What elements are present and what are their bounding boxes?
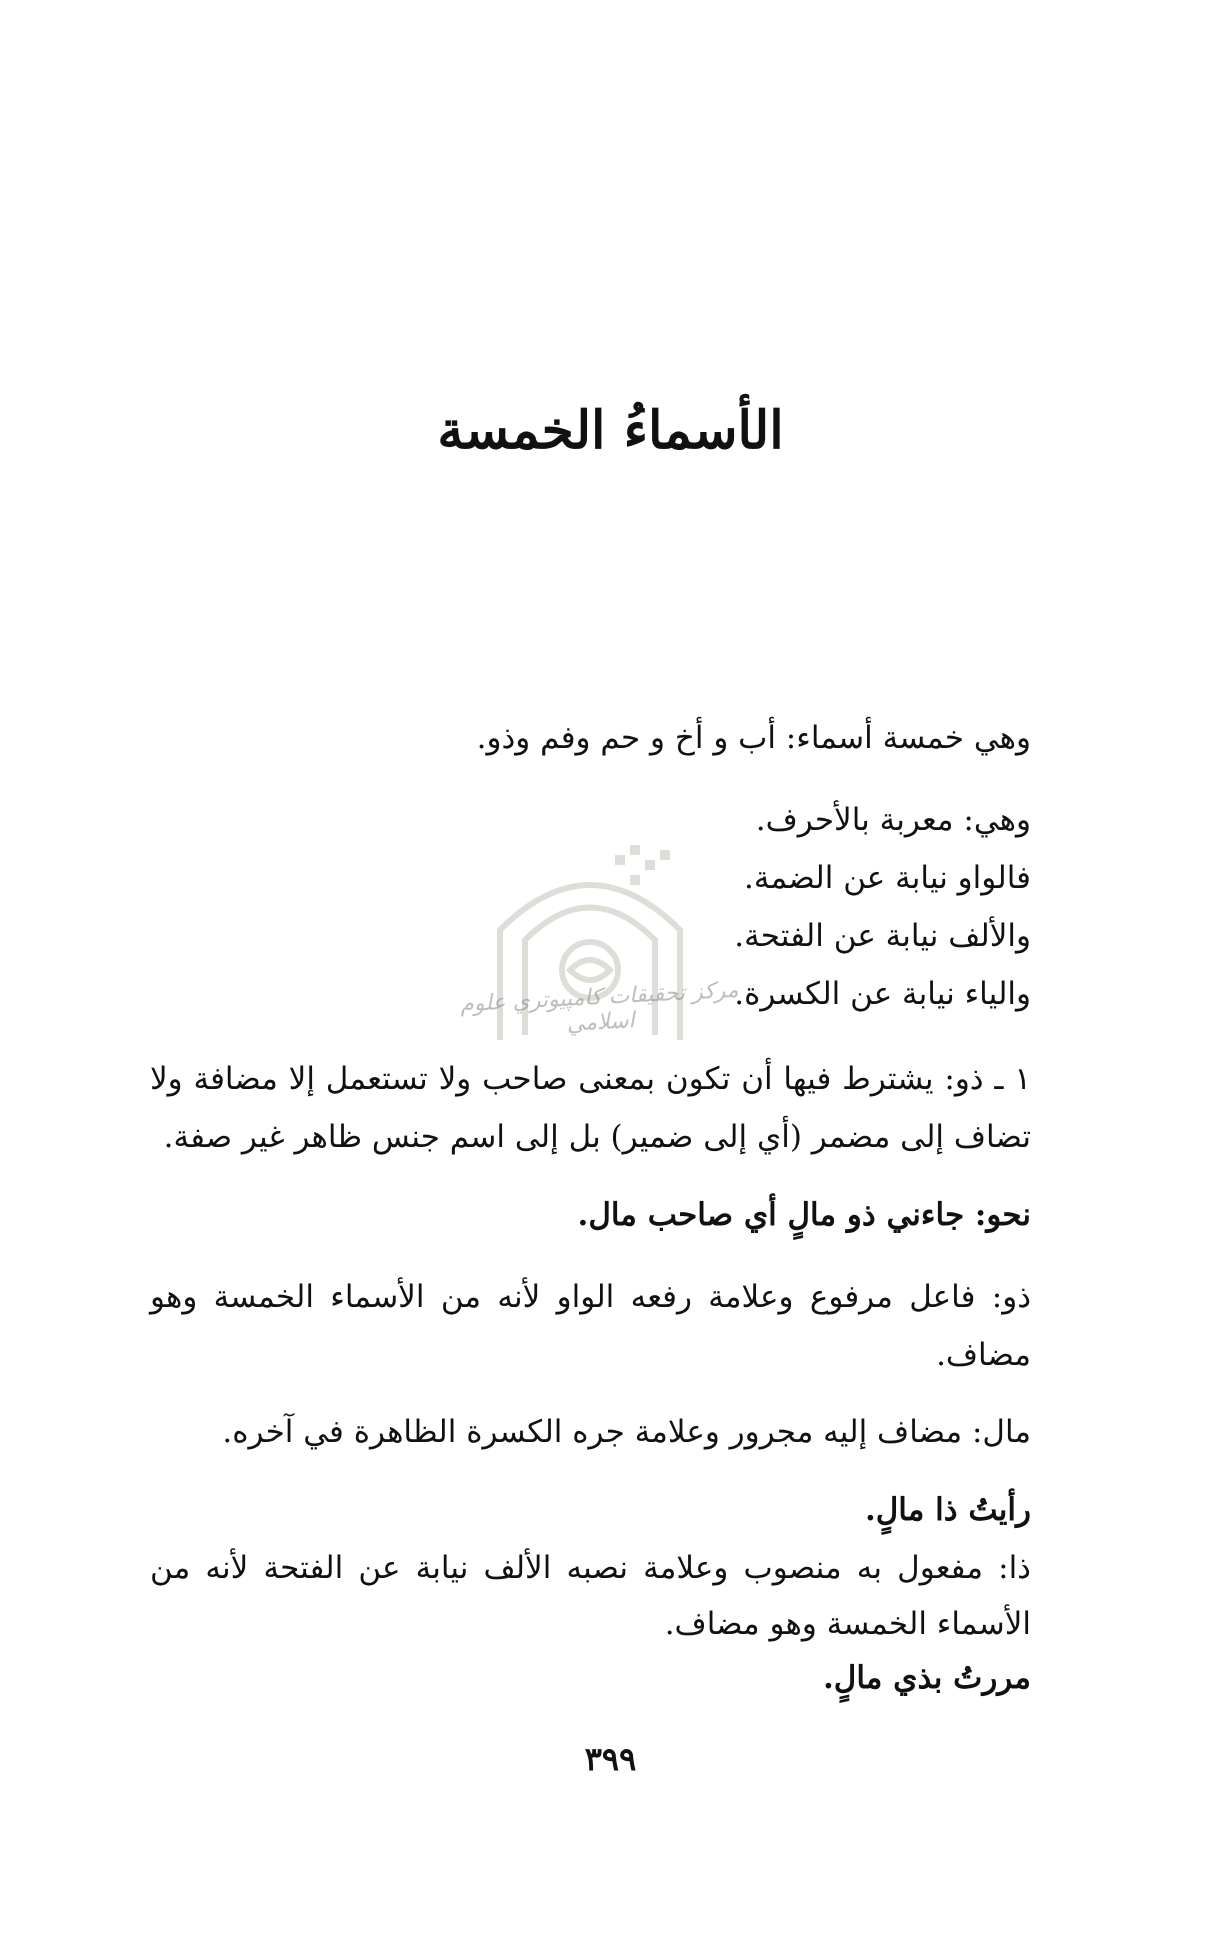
watermark-text: مركز تحقيقات كامپيوتري علوم اسلامي bbox=[459, 977, 740, 1037]
parsing-dha: ذا: مفعول به منصوب وعلامة نصبه الألف نيابة عن الفتحة لأنه من الأسماء الخمسة وهو مضاف. bbox=[150, 1550, 1031, 1642]
page-number: ٣٩٩ bbox=[584, 1740, 637, 1778]
paragraph-intro: وهي خمسة أسماء: أب و أخ و حم وفم وذو. bbox=[476, 720, 1031, 756]
example-sentence: نحو: جاءني ذو مالٍ أي صاحب مال. bbox=[577, 1197, 1031, 1233]
parsing-dhu: ذو: فاعل مرفوع وعلامة رفعه الواو لأنه من الأسماء الخمسة وهو مضاف. bbox=[150, 1279, 1031, 1373]
paragraph-line: والألف نيابة عن الفتحة. bbox=[734, 918, 1031, 954]
page-title: الأسماءُ الخمسة bbox=[437, 400, 784, 461]
example-sentence: مررتُ بذي مالٍ. bbox=[823, 1660, 1031, 1696]
paragraph-line: وهي: معربة بالأحرف. bbox=[755, 802, 1031, 838]
paragraph-dhu-condition: ١ ـ ذو: يشترط فيها أن تكون بمعنى صاحب ولا تستعمل إلا مضافة ولا تضاف إلى مضمر (أي إلى ضمير) بل إلى اسم جنس ظاهر غير صفة. bbox=[150, 1061, 1031, 1155]
paragraph-line: والياء نيابة عن الكسرة. bbox=[734, 976, 1031, 1012]
example-sentence: رأيتُ ذا مالٍ. bbox=[864, 1492, 1031, 1528]
parsing-mal: مال: مضاف إليه مجرور وعلامة جره الكسرة الظاهرة في آخره. bbox=[222, 1414, 1031, 1450]
paragraph-line: فالواو نيابة عن الضمة. bbox=[744, 860, 1031, 896]
